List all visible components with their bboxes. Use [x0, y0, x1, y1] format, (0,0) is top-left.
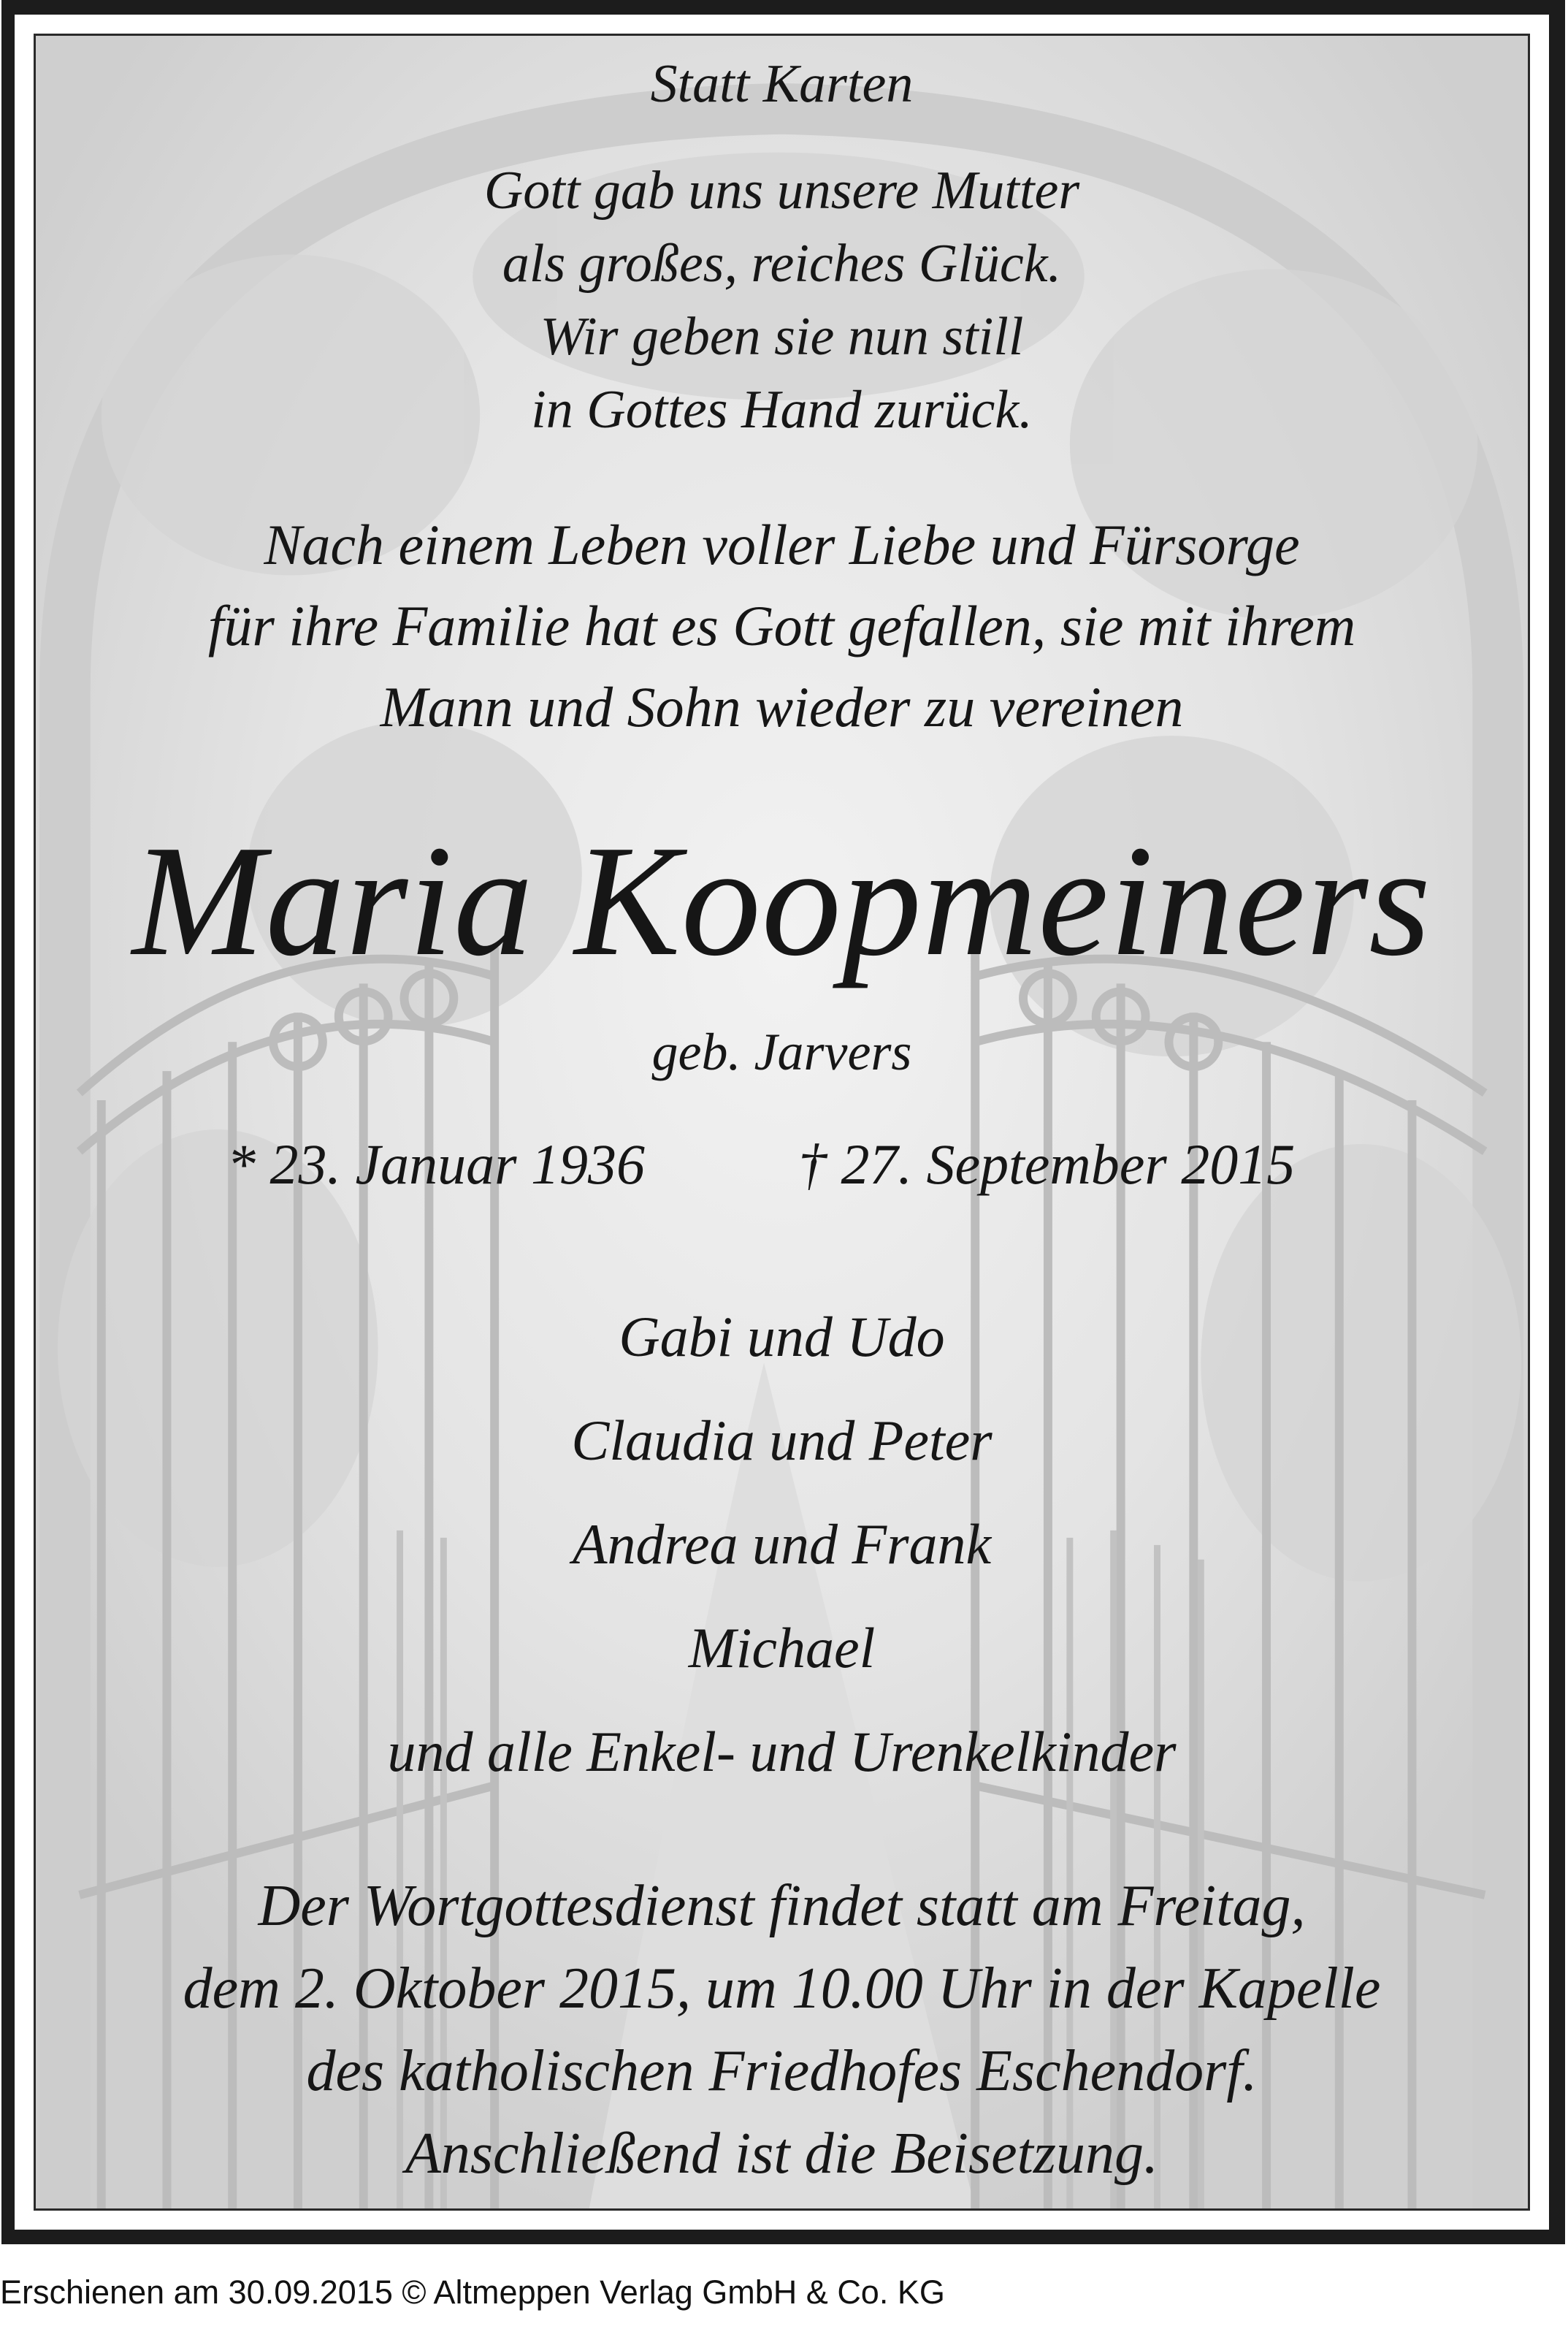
death-date: † 27. September 2015: [798, 1132, 1296, 1196]
mourner-line: Claudia und Peter: [571, 1409, 993, 1472]
intro-line: Nach einem Leben voller Liebe und Fürsorge: [264, 513, 1300, 576]
verse-line: in Gottes Hand zurück.: [531, 380, 1033, 440]
publication-footer: Erschienen am 30.09.2015 © Altmeppen Verlag GmbH & Co. KG: [0, 2273, 945, 2311]
intro-line: für ihre Familie hat es Gott gefallen, sie mit ihrem: [207, 594, 1356, 657]
verse-line: als großes, reiches Glück.: [502, 234, 1062, 294]
mourner-line: und alle Enkel- und Urenkelkinder: [387, 1720, 1177, 1783]
life-dates: [36, 1132, 1528, 1205]
intro-line: Mann und Sohn wieder zu vereinen: [380, 675, 1184, 739]
heading-statt-karten: Statt Karten: [650, 54, 914, 114]
verse-line: Gott gab uns unsere Mutter: [483, 161, 1080, 221]
notice-text: [36, 36, 1528, 2208]
birth-date: * 23. Januar 1936: [227, 1132, 645, 1196]
service-line: dem 2. Oktober 2015, um 10.00 Uhr in der Kapelle: [183, 1956, 1381, 2021]
obituary-panel: [34, 34, 1530, 2211]
mourner-line: Michael: [688, 1616, 876, 1680]
mourner-line: Andrea und Frank: [572, 1512, 992, 1576]
maiden-name: geb. Jarvers: [651, 1023, 912, 1081]
service-line: Der Wortgottesdienst findet statt am Freitag,: [258, 1874, 1306, 1938]
mourner-line: Gabi und Udo: [619, 1305, 945, 1368]
verse-line: Wir geben sie nun still: [540, 307, 1024, 367]
deceased-name: Maria Koopmeiners: [131, 813, 1432, 989]
service-line: Anschließend ist die Beisetzung.: [405, 2122, 1158, 2186]
service-line: des katholischen Friedhofes Eschendorf.: [306, 2039, 1258, 2103]
